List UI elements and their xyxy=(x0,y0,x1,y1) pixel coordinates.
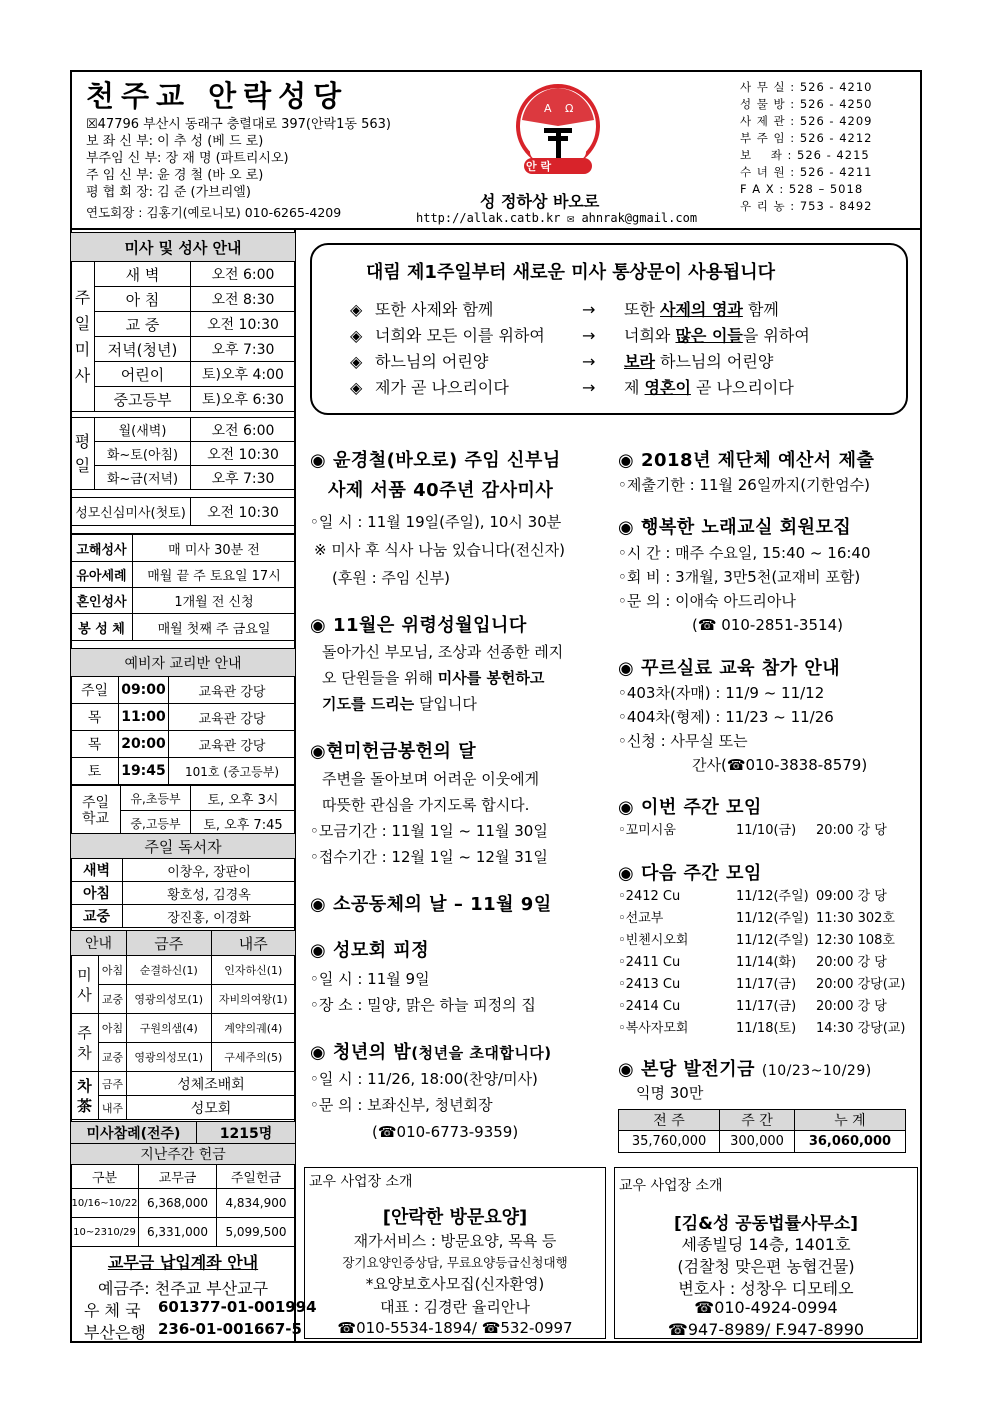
info-line: ◦일 시 : 11월 9일 xyxy=(310,970,430,988)
sacrament-name: 혼인성사 xyxy=(71,588,133,614)
weekday-mass-name: 월(새벽) xyxy=(95,418,191,442)
class-time: 09:00 xyxy=(119,677,169,704)
info-line: (후원 : 주임 신부) xyxy=(332,569,451,587)
info-line: ◦일 시 : 11/26, 18:00(찬양/미사) xyxy=(310,1070,538,1088)
meeting-time: 12:30 108호 xyxy=(816,933,895,948)
sunday-label: 주일미사 xyxy=(71,262,95,412)
info-line: 따뜻한 관심을 가지도록 합시다. xyxy=(322,796,530,814)
new-text: 보라 하느님의 어린양 xyxy=(624,352,774,371)
fund-value: 300,000 xyxy=(720,1131,795,1153)
meeting-name: ◦2412 Cu xyxy=(618,889,681,904)
notice-title: 대림 제1주일부터 새로운 미사 통상문이 사용됩니다 xyxy=(366,262,776,283)
guide-this-week: 영광의성모(1) xyxy=(127,1043,212,1072)
section-title: ◉ 청년의 밤(청년을 초대합니다) xyxy=(310,1042,552,1063)
new-text: 제 영혼이 곧 나으리이다 xyxy=(624,378,794,397)
guide-this-week: 순결하신(1) xyxy=(127,956,212,985)
sunday-mass-name: 교 중 xyxy=(95,312,191,337)
arrow-icon: → xyxy=(582,326,596,345)
meeting-date: 11/17(금) xyxy=(736,999,797,1014)
ad-name: [김&성 공동법률사무소] xyxy=(673,1214,859,1234)
tea-week: 금주 xyxy=(99,1072,127,1096)
weekday-mass-time: 오후 7:30 xyxy=(191,466,296,490)
sunday-mass-time: 오전 6:00 xyxy=(191,262,296,287)
offering-period: 10~2310/29 xyxy=(71,1218,139,1247)
email-link[interactable]: ✉ ahnrak@gmail.com xyxy=(567,211,698,225)
ad-line: (검찰청 맞은편 농협건물) xyxy=(677,1257,855,1276)
meeting-date: 11/18(토) xyxy=(736,1021,797,1036)
meeting-date: 11/12(주일) xyxy=(736,911,809,926)
weekday-mass-name: 화~토(아침) xyxy=(95,442,191,466)
fund-header: 누 계 xyxy=(794,1110,905,1131)
school-group: 중,고등부 xyxy=(121,811,191,836)
class-day: 토 xyxy=(71,758,119,785)
staff-line: 보 좌 신 부: 이 추 성 (베 드 로) xyxy=(86,134,264,149)
old-text: 또한 사제와 함께 xyxy=(375,300,494,319)
ad-line: *요양보호사모집(신자환영) xyxy=(365,1275,545,1293)
ad-label: 교우 사업장 소개 xyxy=(309,1174,413,1190)
meeting-name: ◦2414 Cu xyxy=(618,999,681,1014)
info-line: ◦장 소 : 밀양, 맑은 하늘 피정의 집 xyxy=(310,996,536,1014)
class-place: 101호 (중고등부) xyxy=(169,758,296,785)
sacrament-info: 매월 첫째 주 금요일 xyxy=(133,614,296,641)
school-group: 유,초등부 xyxy=(121,786,191,811)
staff-line: 연도회장 : 김홍기(예로니모) 010-6265-4209 xyxy=(86,205,342,220)
guide-header: 안내 xyxy=(71,931,127,956)
ad-line: 세종빌딩 14층, 1401호 xyxy=(681,1235,851,1254)
sunday-mass-time: 오후 7:30 xyxy=(191,337,296,362)
sacrament-name: 봉 성 체 xyxy=(71,614,133,641)
meeting-name: ◦선교부 xyxy=(618,911,664,926)
phone-line: 수 녀 원 : 526 - 4211 xyxy=(740,165,873,179)
guide-header: 금주 xyxy=(127,931,212,956)
guide-next-week: 자비의여왕(1) xyxy=(211,985,296,1014)
diamond-icon: ◈ xyxy=(350,326,363,345)
meeting-time: 20:00 강 당 xyxy=(816,955,887,970)
address: ☒47796 부산시 동래구 충렬대로 397(안락1동 563) xyxy=(86,117,391,132)
guide-mass: 아침 xyxy=(99,956,127,985)
class-day: 목 xyxy=(71,704,119,731)
sunday-readers xyxy=(70,833,296,928)
bank-account: 601377-01-001994 xyxy=(158,1298,317,1316)
ad-phone: ☎010-5534-1894/ ☎532-0997 xyxy=(337,1319,573,1337)
sacrament-name: 고해성사 xyxy=(71,535,133,562)
parking-guide-label: 주차 xyxy=(71,1014,99,1072)
info-line: ※ 미사 후 식사 나눔 있습니다(전신자) xyxy=(314,541,565,559)
guide-mass: 교중 xyxy=(99,1043,127,1072)
phone-line: 성 물 방 : 526 - 4250 xyxy=(740,97,873,111)
mass-heading: 미사 및 성사 안내 xyxy=(71,233,296,262)
info-line: ◦일 시 : 11월 19일(주일), 10시 30분 xyxy=(310,513,562,531)
section-title: ◉ 다음 주간 모임 xyxy=(618,863,762,884)
weekday-label: 평일 xyxy=(71,418,95,490)
old-text: 너희와 모든 이를 위하여 xyxy=(375,326,545,345)
section-title: ◉ 소공동체의 날 – 11월 9일 xyxy=(310,894,552,915)
tea-group: 성모회 xyxy=(127,1096,296,1120)
attendance xyxy=(70,1121,296,1144)
ad-label: 교우 사업장 소개 xyxy=(619,1178,723,1194)
sunday-mass-name: 아 침 xyxy=(95,287,191,312)
phone-line: 보 좌 : 526 - 4215 xyxy=(740,148,870,162)
class-day: 목 xyxy=(71,731,119,758)
fund-value: 36,060,000 xyxy=(794,1131,905,1153)
old-text: 제가 곧 나으리이다 xyxy=(375,378,509,397)
new-text: 또한 사제의 영과 함께 xyxy=(624,300,779,319)
offering-heading: 지난주간 헌금 xyxy=(71,1144,296,1165)
logo-text: 안 락 xyxy=(526,160,552,173)
offering-sunday: 4,834,900 xyxy=(217,1189,296,1218)
weekday-mass-time: 오전 6:00 xyxy=(191,418,296,442)
ad-phone: ☎010-4924-0994 xyxy=(694,1298,838,1317)
info-line: (☎010-6773-9359) xyxy=(372,1123,519,1141)
new-text: 너희와 많은 이들을 위하여 xyxy=(624,326,810,345)
school-time: 토, 오후 7:45 xyxy=(191,811,296,836)
fund-header: 주 간 xyxy=(720,1110,795,1131)
page-title: 천주교 안락성당 xyxy=(86,79,349,113)
first-saturday-time: 오전 10:30 xyxy=(191,498,296,526)
meeting-time: 20:00 강당(교) xyxy=(816,977,906,992)
sunday-mass-time: 오전 10:30 xyxy=(191,312,296,337)
info-line: ◦회 비 : 3개월, 3만5천(교재비 포함) xyxy=(618,568,861,586)
sunday-mass-time: 토)오후 4:00 xyxy=(191,362,296,387)
catechumen-heading: 예비자 교리반 안내 xyxy=(71,649,296,677)
guide-next-week: 구세주의(5) xyxy=(211,1043,296,1072)
reader-mass: 새벽 xyxy=(71,859,123,882)
info-line: ◦403차(자매) : 11/9 ~ 11/12 xyxy=(618,684,825,702)
meeting-date: 11/10(금) xyxy=(736,823,797,838)
sunday-mass-name: 중고등부 xyxy=(95,387,191,412)
offering-sunday: 5,099,500 xyxy=(217,1218,296,1247)
section-title: ◉ 윤경철(바오로) 주임 신부님 xyxy=(310,450,561,471)
meeting-time: 20:00 강 당 xyxy=(816,999,887,1014)
ad-phone: ☎947-8989/ F.947-8990 xyxy=(667,1320,865,1339)
info-line: ◦접수기간 : 12월 1일 ~ 12월 31일 xyxy=(310,848,548,866)
info-line: ◦404차(형제) : 11/23 ~ 11/26 xyxy=(618,708,834,726)
sunday-mass-time: 토)오후 6:30 xyxy=(191,387,296,412)
offering-table xyxy=(70,1143,296,1247)
attendance-value: 1215명 xyxy=(197,1122,296,1144)
sacrament-info: 매 미사 30분 전 xyxy=(133,535,296,562)
diamond-icon: ◈ xyxy=(350,300,363,319)
reader-names: 장진홍, 이경화 xyxy=(123,905,296,928)
meeting-date: 11/17(금) xyxy=(736,977,797,992)
info-line: 간사(☎010-3838-8579) xyxy=(692,756,868,774)
info-line: ◦모금기간 : 11월 1일 ~ 11월 30일 xyxy=(310,822,548,840)
info-line: 익명 30만 xyxy=(636,1084,704,1102)
reader-names: 이창우, 장판이 xyxy=(123,859,296,882)
section-title: ◉ 11월은 위령성월입니다 xyxy=(310,615,527,636)
phone-line: 부 주 임 : 526 - 4212 xyxy=(740,131,873,145)
ad-line: 재가서비스 : 방문요양, 목욕 등 xyxy=(353,1232,557,1250)
sacrament-name: 유아세례 xyxy=(71,562,133,588)
offering-dues: 6,368,000 xyxy=(139,1189,217,1218)
info-line: 돌아가신 부모님, 조상과 선종한 레지 xyxy=(322,643,564,661)
class-place: 교육관 강당 xyxy=(169,677,296,704)
sunday-mass-name: 새 벽 xyxy=(95,262,191,287)
info-line: 주변을 돌아보며 어려운 이웃에게 xyxy=(322,770,540,788)
guide-mass: 아침 xyxy=(99,1014,127,1043)
arrow-icon: → xyxy=(582,378,596,397)
website-link[interactable]: http://allak.catb.kr xyxy=(416,211,561,225)
svg-text:A: A xyxy=(544,102,552,115)
phone-line: 우 리 농 : 753 - 8492 xyxy=(740,199,873,213)
info-line: (☎ 010-2851-3514) xyxy=(692,616,843,634)
bank-name: 우 체 국 xyxy=(84,1301,141,1320)
reader-mass: 아침 xyxy=(71,882,123,905)
guide-this-week: 구원의샘(4) xyxy=(127,1014,212,1043)
ad-name: [안락한 방문요양] xyxy=(382,1207,528,1228)
fund-header: 전 주 xyxy=(619,1110,720,1131)
account-holder: 예금주: 천주교 부산교구 xyxy=(97,1279,269,1298)
meeting-time: 11:30 302호 xyxy=(816,911,895,926)
arrow-icon: → xyxy=(582,300,596,319)
class-time: 20:00 xyxy=(119,731,169,758)
arrow-icon: → xyxy=(582,352,596,371)
diamond-icon: ◈ xyxy=(350,352,363,371)
section-title: 사제 서품 40주년 감사미사 xyxy=(328,480,554,501)
meeting-name: ◦2411 Cu xyxy=(618,955,681,970)
church-logo-icon xyxy=(510,78,606,178)
sacrament-info: 1개월 전 신청 xyxy=(133,588,296,614)
catechumen-class xyxy=(70,648,296,836)
meeting-time: 09:00 강 당 xyxy=(816,889,887,904)
offering-period: 10/16~10/22 xyxy=(71,1189,139,1218)
section-title: ◉ 이번 주간 모임 xyxy=(618,797,762,818)
section-title: ◉ 성모회 피정 xyxy=(310,940,430,961)
info-line: ◦문 의 : 이애숙 아드리아나 xyxy=(618,592,796,610)
weekday-mass-time: 오전 10:30 xyxy=(191,442,296,466)
section-title: ◉현미헌금봉헌의 달 xyxy=(310,741,477,762)
info-line: ◦제출기한 : 11월 26일까지(기한엄수) xyxy=(618,476,870,494)
first-saturday-mass: 성모신심미사(첫토) xyxy=(71,498,191,526)
meeting-name: ◦빈첸시오회 xyxy=(618,933,689,948)
tea-group: 성체조배회 xyxy=(127,1072,296,1096)
school-time: 토, 오후 3시 xyxy=(191,786,296,811)
ad-line: 대표 : 김경란 율리안나 xyxy=(380,1298,530,1316)
meeting-time: 20:00 강 당 xyxy=(816,823,887,838)
guide-mass: 교중 xyxy=(99,985,127,1014)
reader-mass: 교중 xyxy=(71,905,123,928)
fund-value: 35,760,000 xyxy=(619,1131,720,1153)
info-line: ◦신청 : 사무실 또는 xyxy=(618,732,748,750)
fund-table xyxy=(618,1109,906,1153)
guide-this-week: 영광의성모(1) xyxy=(127,985,212,1014)
phone-line: 사 제 관 : 526 - 4209 xyxy=(740,114,873,128)
bank-account: 236-01-001667-5 xyxy=(158,1320,302,1338)
guide-header: 내주 xyxy=(211,931,296,956)
section-title: ◉ 2018년 제단체 예산서 제출 xyxy=(618,450,875,471)
class-place: 교육관 강당 xyxy=(169,704,296,731)
meeting-date: 11/12(주일) xyxy=(736,933,809,948)
section-title: ◉ 본당 발전기금 (10/23~10/29) xyxy=(618,1059,872,1080)
ad-line: 장기요양인증상담, 무료요양등급신청대행 xyxy=(342,1255,568,1270)
diamond-icon: ◈ xyxy=(350,378,363,397)
class-day: 주일 xyxy=(71,677,119,704)
reader-names: 황호성, 김경옥 xyxy=(123,882,296,905)
sunday-school-label: 주일학교 xyxy=(71,786,121,836)
info-line: ◦시 간 : 매주 수요일, 15:40 ~ 16:40 xyxy=(618,544,871,562)
offering-dues: 6,331,000 xyxy=(139,1218,217,1247)
phone-line: F A X : 528 – 5018 xyxy=(740,182,864,196)
meeting-name: ◦2413 Cu xyxy=(618,977,681,992)
section-title: ◉ 꾸르실료 교육 참가 안내 xyxy=(618,658,841,679)
weekday-mass-name: 화~금(저녁) xyxy=(95,466,191,490)
account-heading: 교무금 납입계좌 안내 xyxy=(107,1253,259,1272)
mass-schedule xyxy=(70,232,296,641)
mass-guide-label: 미사 xyxy=(71,956,99,1014)
bank-name: 부산은행 xyxy=(84,1323,146,1342)
meeting-date: 11/12(주일) xyxy=(736,889,809,904)
info-line: 오 단원들을 위해 미사를 봉헌하고 xyxy=(322,669,545,687)
section-title: ◉ 행복한 노래교실 회원모집 xyxy=(618,517,852,538)
class-time: 11:00 xyxy=(119,704,169,731)
meeting-name: ◦복사자모회 xyxy=(618,1021,689,1036)
meeting-name: ◦꼬미시움 xyxy=(618,823,676,838)
sunday-mass-name: 어린이 xyxy=(95,362,191,387)
patron-saint: 성 정하상 바오로 xyxy=(480,192,600,211)
info-line: 기도를 드리는 달입니다 xyxy=(322,695,477,713)
old-text: 하느님의 어린양 xyxy=(375,352,489,371)
staff-line: 평 협 회 장: 김 준 (가브리엘) xyxy=(86,185,251,200)
staff-line: 부주임 신 부: 장 재 명 (파트리시오) xyxy=(86,151,289,166)
info-line: ◦문 의 : 보좌신부, 청년회장 xyxy=(310,1096,493,1114)
class-place: 교육관 강당 xyxy=(169,731,296,758)
guide-next-week: 인자하신(1) xyxy=(211,956,296,985)
attendance-label: 미사참례(전주) xyxy=(71,1122,197,1144)
meeting-time: 14:30 강당(교) xyxy=(816,1021,906,1036)
tea-week: 내주 xyxy=(99,1096,127,1120)
offering-header: 구분 xyxy=(71,1165,139,1189)
sunday-mass-name: 저녁(청년) xyxy=(95,337,191,362)
meeting-date: 11/14(화) xyxy=(736,955,797,970)
offering-header: 교무금 xyxy=(139,1165,217,1189)
phone-line: 사 무 실 : 526 - 4210 xyxy=(740,80,873,94)
ad-line: 변호사 : 성창우 디모테오 xyxy=(678,1279,854,1298)
class-time: 19:45 xyxy=(119,758,169,785)
guide-table xyxy=(70,930,296,1120)
tea-guide-label: 차茶 xyxy=(71,1072,99,1120)
sacrament-info: 매월 끝 주 토요일 17시 xyxy=(133,562,296,588)
sunday-mass-time: 오전 8:30 xyxy=(191,287,296,312)
readers-heading: 주일 독서자 xyxy=(71,834,296,859)
svg-text:Ω: Ω xyxy=(565,102,574,115)
offering-header: 주일헌금 xyxy=(217,1165,296,1189)
staff-line: 주 임 신 부: 윤 경 철 (바 오 로) xyxy=(86,168,264,183)
guide-next-week: 계약의궤(4) xyxy=(211,1014,296,1043)
